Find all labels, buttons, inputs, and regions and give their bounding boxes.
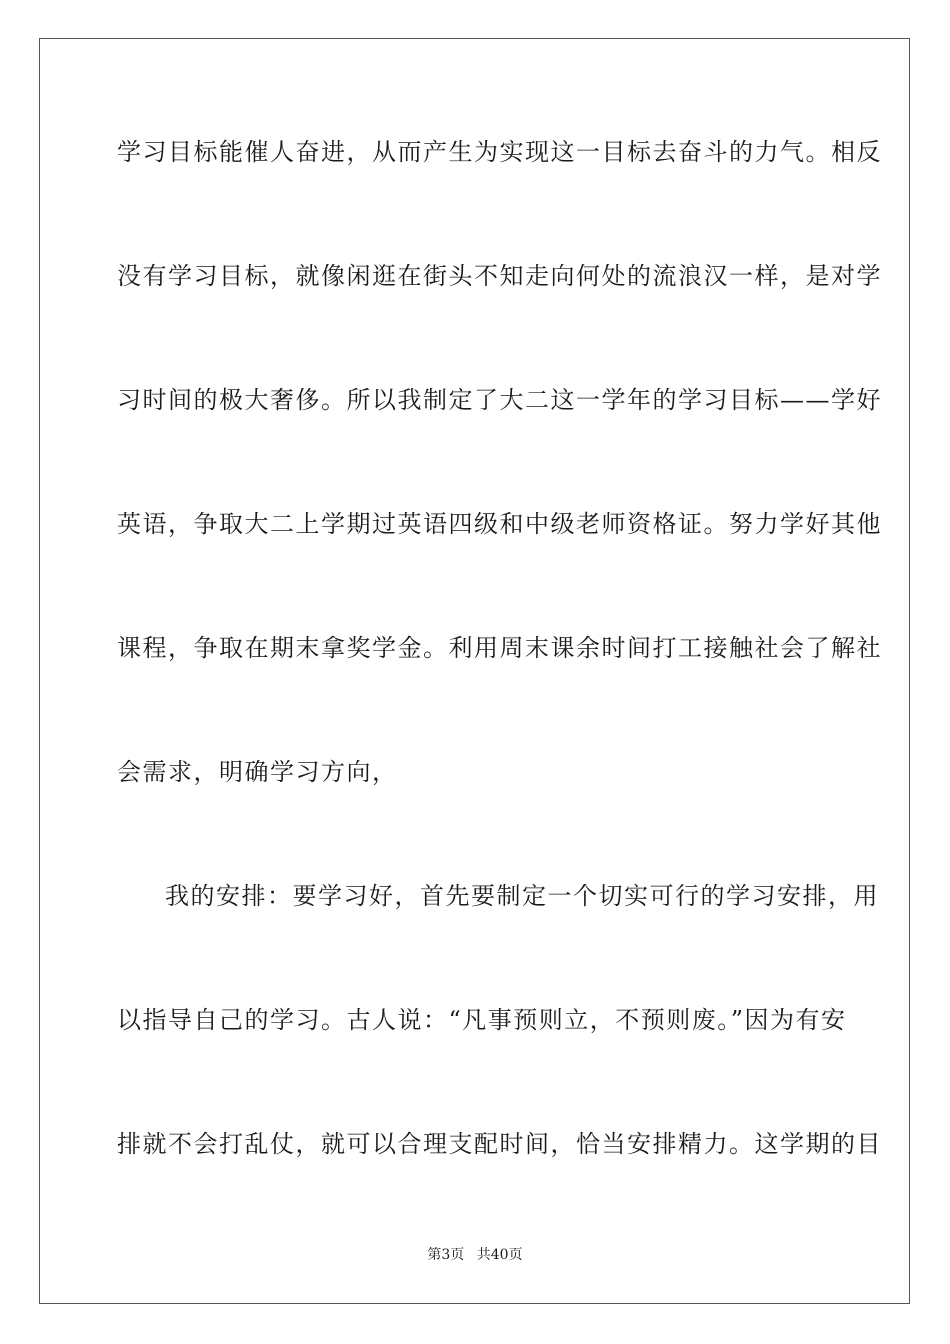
page-total: 共40页 <box>476 1247 523 1263</box>
text-line-8: 以指导自己的学习。古人说：“凡事预则立，不预则废。”因为有安 <box>117 1006 847 1034</box>
text-line-9: 排就不会打乱仗，就可以合理支配时间，恰当安排精力。这学期的目 <box>117 1130 882 1158</box>
page-number: 第3页 <box>427 1247 465 1263</box>
page-border <box>39 38 910 1304</box>
text-line-3: 习时间的极大奢侈。所以我制定了大二这一学年的学习目标——学好 <box>117 386 882 414</box>
text-line-4: 英语，争取大二上学期过英语四级和中级老师资格证。努力学好其他 <box>117 510 882 538</box>
text-line-6: 会需求，明确学习方向， <box>117 758 398 786</box>
text-line-2: 没有学习目标，就像闲逛在街头不知走向何处的流浪汉一样，是对学 <box>117 262 882 290</box>
text-line-7: 我的安排：要学习好，首先要制定一个切实可行的学习安排，用 <box>165 882 879 910</box>
page-footer <box>0 1246 950 1264</box>
text-line-5: 课程，争取在期末拿奖学金。利用周末课余时间打工接触社会了解社 <box>117 634 882 662</box>
text-line-1: 学习目标能催人奋进，从而产生为实现这一目标去奋斗的力气。相反 <box>117 138 882 166</box>
